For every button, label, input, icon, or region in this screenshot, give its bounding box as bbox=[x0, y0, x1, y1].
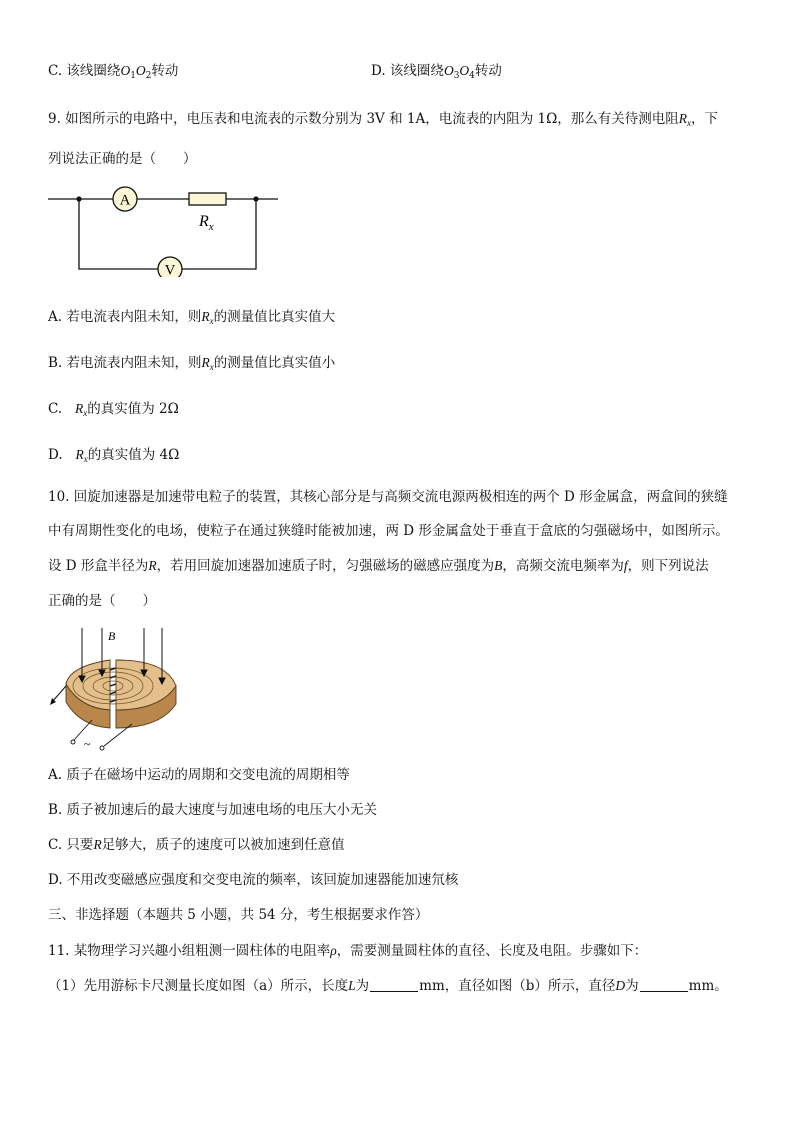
ac-terminal-right bbox=[100, 746, 104, 750]
q9-option-b: B. 若电流表内阻未知，则$R_x$的测量值比真实值小 bbox=[48, 355, 336, 372]
q11-part1: （1）先用游标卡尺测量长度如图（a）所示，长度L为 mm，直径如图（b）所示，直径D为 mm。 bbox=[48, 978, 728, 994]
ac-terminal-left bbox=[71, 740, 75, 744]
q8-option-c: C. 该线圈绕$O_1O_2$转动 bbox=[48, 63, 179, 81]
length-answer-blank[interactable] bbox=[370, 978, 418, 992]
q10-option-c: C. 只要R足够大，质子的速度可以被加速到任意值 bbox=[48, 837, 345, 853]
particle-exit-arrow bbox=[52, 686, 66, 702]
q9-option-c: C. $R_x$的真实值为 2Ω bbox=[48, 401, 179, 418]
section-heading-non-choice: 三、非选择题（本题共 5 小题，共 54 分，考生根据要求作答） bbox=[48, 907, 429, 923]
q10-stem-line3: 设 D 形盒半径为R，若用回旋加速器加速质子时，匀强磁场的磁感应强度为B，高频交流电频率为f，则下列说法 bbox=[48, 558, 709, 574]
q10-option-b: B. 质子被加速后的最大速度与加速电场的电压大小无关 bbox=[48, 802, 378, 818]
q10-stem-line1: 10. 回旋加速器是加速带电粒子的装置，其核心部分是与高频交流电源两极相连的两个 D 形金属盒，两盒间的狭缝 bbox=[48, 489, 728, 505]
q8-option-d: D. 该线圈绕$O_3O_4$转动 bbox=[371, 63, 502, 81]
circuit-node-right bbox=[253, 196, 258, 201]
q9-option-a: A. 若电流表内阻未知，则$R_x$的测量值比真实值大 bbox=[48, 309, 336, 326]
q9-option-d: D. $R_x$的真实值为 4Ω bbox=[48, 447, 180, 464]
diameter-answer-blank[interactable] bbox=[640, 978, 688, 992]
q9-stem-line1: 9. 如图所示的电路中，电压表和电流表的示数分别为 3V 和 1A，电流表的内阻为 1Ω，那么有关待测电阻$R_x$，下 bbox=[48, 111, 719, 128]
q10-stem-line4: 正确的是（ ） bbox=[48, 593, 156, 609]
circuit-wire-voltmeter-branch-right bbox=[182, 199, 256, 269]
q10-stem-line2: 中有周期性变化的电场，使粒子在通过狭缝时能被加速，两 D 形金属盒处于垂直于盒底的匀强磁场中，如图所示。 bbox=[48, 523, 729, 539]
magnetic-field-label: B bbox=[108, 629, 116, 643]
q9-circuit-diagram bbox=[44, 185, 284, 277]
resistor-symbol bbox=[189, 193, 226, 205]
q11-stem: 11. 某物理学习兴趣小组粗测一圆柱体的电阻率ρ，需要测量圆柱体的直径、长度及电阻。步骤如下： bbox=[48, 943, 648, 959]
resistor-label: $R_x$ bbox=[199, 213, 214, 233]
q9-stem-line2: 列说法正确的是（ ） bbox=[48, 151, 197, 167]
ac-source-symbol: ~ bbox=[84, 737, 91, 751]
voltmeter-label: V bbox=[164, 262, 176, 277]
ammeter-label: A bbox=[119, 192, 131, 209]
q10-option-a: A. 质子在磁场中运动的周期和交变电流的周期相等 bbox=[48, 767, 350, 783]
circuit-node-left bbox=[76, 196, 81, 201]
q10-cyclotron-diagram bbox=[40, 624, 190, 752]
q10-option-d: D. 不用改变磁感应强度和交变电流的频率，该回旋加速器能加速氘核 bbox=[48, 872, 459, 888]
gap-electric-field bbox=[110, 668, 116, 702]
